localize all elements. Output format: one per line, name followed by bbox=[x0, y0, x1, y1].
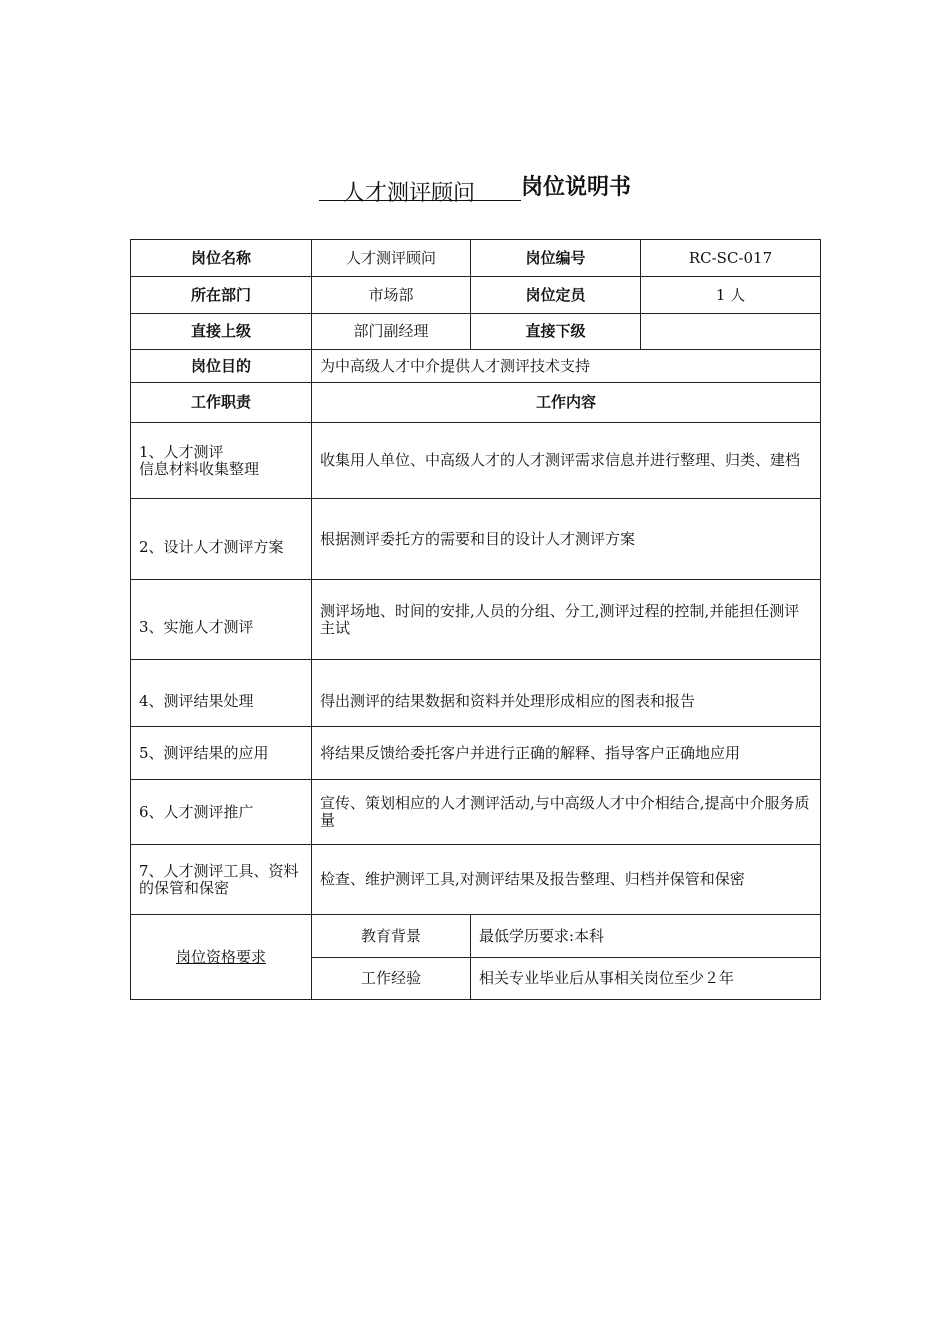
qualification-label: 岗位资格要求 bbox=[131, 915, 312, 1000]
value-direct-superior: 部门副经理 bbox=[312, 314, 471, 350]
duty-row bbox=[131, 423, 821, 499]
row-reporting bbox=[131, 314, 821, 350]
row-duties-header bbox=[131, 383, 821, 423]
header-content: 工作内容 bbox=[312, 383, 821, 423]
label-position-name: 岗位名称 bbox=[131, 240, 312, 277]
duty-title: 6、人才测评推广 bbox=[131, 780, 312, 845]
label-position-code: 岗位编号 bbox=[471, 240, 641, 277]
label-direct-subordinate: 直接下级 bbox=[471, 314, 641, 350]
qualification-item: 教育背景 bbox=[312, 915, 471, 958]
value-headcount: 1 人 bbox=[641, 277, 821, 314]
label-purpose: 岗位目的 bbox=[131, 350, 312, 383]
duty-title: 1、人才测评 信息材料收集整理 bbox=[131, 423, 312, 499]
value-position-code: RC-SC-017 bbox=[641, 240, 821, 277]
duty-row bbox=[131, 780, 821, 845]
qualification-requirement: 相关专业毕业后从事相关岗位至少２年 bbox=[471, 958, 821, 1000]
title-position-name: 人才测评顾问 bbox=[343, 176, 475, 201]
duty-content: 收集用人单位、中高级人才的人才测评需求信息并进行整理、归类、建档 bbox=[312, 423, 821, 499]
qualification-row bbox=[131, 915, 821, 958]
row-department bbox=[131, 277, 821, 314]
duty-content: 检查、维护测评工具,对测评结果及报告整理、归档并保管和保密 bbox=[312, 845, 821, 915]
title-underline-leading bbox=[319, 176, 343, 201]
duty-title: 3、实施人才测评 bbox=[131, 580, 312, 660]
value-position-name: 人才测评顾问 bbox=[312, 240, 471, 277]
duty-row bbox=[131, 845, 821, 915]
duty-content: 测评场地、时间的安排,人员的分组、分工,测评过程的控制,并能担任测评主试 bbox=[312, 580, 821, 660]
duty-content: 得出测评的结果数据和资料并处理形成相应的图表和报告 bbox=[312, 660, 821, 727]
duty-title: 4、测评结果处理 bbox=[131, 660, 312, 727]
duty-title: 5、测评结果的应用 bbox=[131, 727, 312, 780]
qualification-requirement: 最低学历要求:本科 bbox=[471, 915, 821, 958]
duty-row bbox=[131, 499, 821, 580]
title-underline-trailing bbox=[475, 176, 521, 201]
duty-title: 2、设计人才测评方案 bbox=[131, 499, 312, 580]
value-direct-subordinate bbox=[641, 314, 821, 350]
value-department: 市场部 bbox=[312, 277, 471, 314]
label-department: 所在部门 bbox=[131, 277, 312, 314]
duty-content: 根据测评委托方的需要和目的设计人才测评方案 bbox=[312, 499, 821, 580]
row-position-name bbox=[131, 240, 821, 277]
header-duty: 工作职责 bbox=[131, 383, 312, 423]
label-headcount: 岗位定员 bbox=[471, 277, 641, 314]
value-purpose: 为中高级人才中介提供人才测评技术支持 bbox=[312, 350, 821, 383]
title-document-type: 岗位说明书 bbox=[521, 175, 632, 200]
document-title bbox=[0, 170, 950, 206]
qualification-item: 工作经验 bbox=[312, 958, 471, 1000]
row-purpose bbox=[131, 350, 821, 383]
duty-row bbox=[131, 580, 821, 660]
job-description-table bbox=[130, 239, 821, 1000]
duty-content: 宣传、策划相应的人才测评活动,与中高级人才中介相结合,提高中介服务质量 bbox=[312, 780, 821, 845]
label-direct-superior: 直接上级 bbox=[131, 314, 312, 350]
duty-content: 将结果反馈给委托客户并进行正确的解释、指导客户正确地应用 bbox=[312, 727, 821, 780]
duty-row bbox=[131, 727, 821, 780]
duty-row bbox=[131, 660, 821, 727]
duty-title: 7、人才测评工具、资料的保管和保密 bbox=[131, 845, 312, 915]
